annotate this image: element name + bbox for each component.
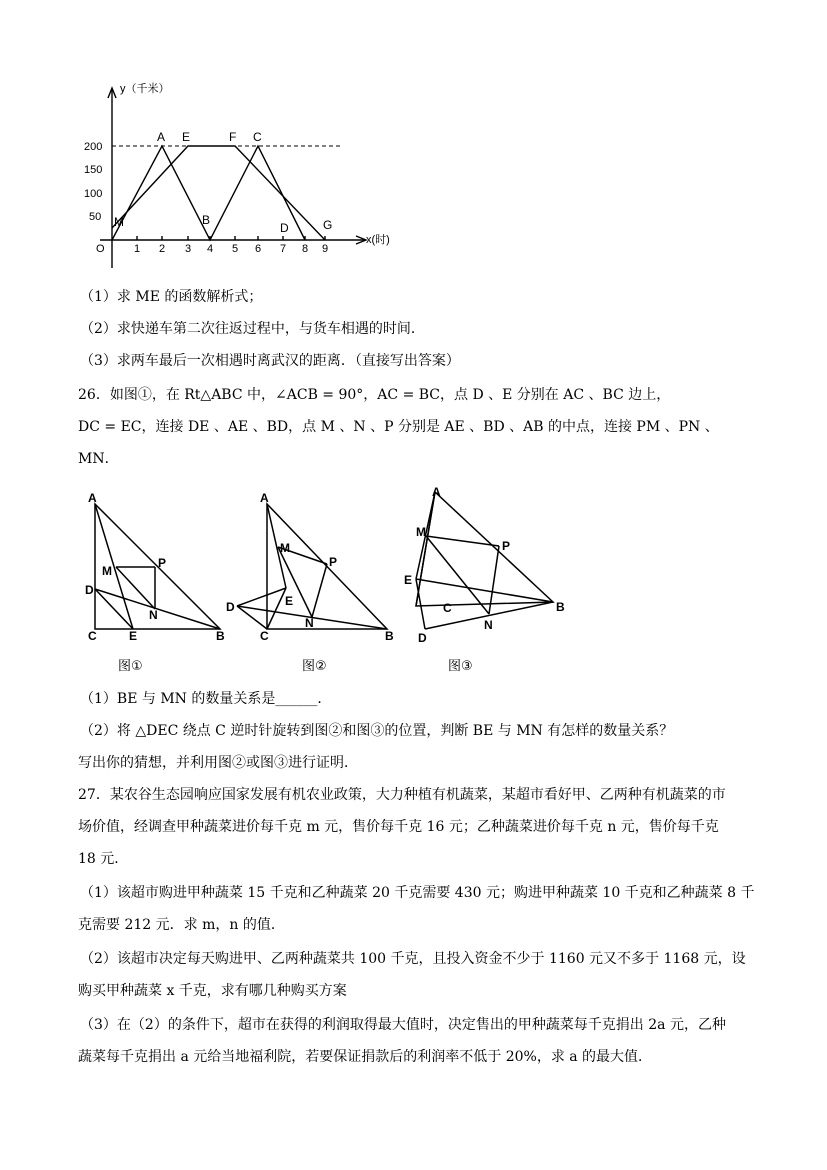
x-tick-label: 1 bbox=[134, 243, 141, 255]
fig3-label-d: D bbox=[418, 631, 427, 645]
fig3-label-c: C bbox=[443, 601, 452, 615]
q26-part1: （1）BE 与 MN 的数量关系是______． bbox=[80, 691, 332, 707]
fig2-label-m: M bbox=[280, 541, 290, 555]
figure-2 bbox=[237, 504, 387, 629]
fig2-label-a: A bbox=[260, 491, 269, 505]
figure-3 bbox=[416, 492, 553, 629]
q27-stem-line2: 场价值，经调查甲种蔬菜进价每千克 m 元，售价每千克 16 元；乙种蔬菜进价每千克 n 元，售价每千克 bbox=[78, 819, 719, 835]
fig2-label-n: N bbox=[305, 616, 314, 630]
fig1-label-m: M bbox=[102, 564, 112, 578]
fig3-label-n: N bbox=[484, 618, 493, 632]
point-label-e: E bbox=[182, 130, 191, 144]
fig3-label-b: B bbox=[556, 600, 565, 614]
fig1-label-c: C bbox=[88, 629, 97, 643]
point-label-d: D bbox=[280, 221, 289, 235]
q27-part1-line1: （1）该超市购进甲种蔬菜 15 千克和乙种蔬菜 20 千克需要 430 元；购进甲种蔬菜 10 千克和乙种蔬菜 8 千 bbox=[80, 885, 755, 901]
fig2-label-d: D bbox=[226, 600, 235, 614]
x-tick-label: 8 bbox=[302, 243, 309, 255]
x-tick-label: 4 bbox=[207, 243, 214, 255]
point-label-g: G bbox=[323, 218, 333, 232]
distance-time-graph bbox=[0, 0, 827, 280]
q26-part2: （2）将 △DEC 绕点 C 逆时针旋转到图②和图③的位置，判断 BE 与 MN 有怎样的数量关系？ bbox=[80, 723, 674, 739]
fig1-caption: 图① bbox=[118, 659, 143, 674]
y-tick-label: 50 bbox=[89, 211, 102, 223]
point-label-f: F bbox=[229, 130, 237, 144]
truck-path bbox=[112, 146, 325, 240]
y-tick-label: 200 bbox=[84, 141, 103, 153]
point-label-c: C bbox=[253, 130, 262, 144]
fig2-label-p: P bbox=[329, 555, 338, 569]
q26-stem-line2: DC = EC，连接 DE 、AE 、BD，点 M 、N 、P 分别是 AE 、BD 、AB 的中点，连接 PM 、PN 、 bbox=[78, 419, 719, 435]
fig2-label-e: E bbox=[285, 594, 294, 608]
q27-stem-line1: 27．某农谷生态园响应国家发展有机农业政策，大力种植有机蔬菜，某超市看好甲、乙两种有机蔬菜的市 bbox=[78, 787, 726, 803]
fig2-label-b: B bbox=[385, 629, 394, 643]
fig1-label-b: B bbox=[216, 629, 225, 643]
q25-part2: （2）求快递车第二次往返过程中，与货车相遇的时间． bbox=[80, 321, 425, 337]
q27-part1-line2: 克需要 212 元．求 m，n 的值． bbox=[78, 917, 285, 933]
q26-part2-continued: 写出你的猜想，并利用图②或图③进行证明． bbox=[78, 755, 358, 771]
x-tick-label: 9 bbox=[322, 243, 329, 255]
x-tick-label: 5 bbox=[232, 243, 239, 255]
fig2-caption: 图② bbox=[302, 659, 327, 674]
q27-stem-line3: 18 元． bbox=[78, 851, 129, 867]
q26-figures bbox=[0, 484, 827, 664]
x-tick-label: 3 bbox=[185, 243, 192, 255]
q26-stem-line1: 26．如图①，在 Rt△ABC 中，∠ACB = 90°，AC = BC，点 D 、E 分别在 AC 、BC 边上， bbox=[78, 387, 671, 403]
y-tick-label: 100 bbox=[84, 188, 103, 200]
fig3-label-e: E bbox=[404, 573, 413, 587]
fig3-caption: 图③ bbox=[448, 659, 473, 674]
q26-stem-line3: MN． bbox=[78, 451, 119, 467]
y-tick-label: 150 bbox=[84, 164, 103, 176]
fig1-label-p: P bbox=[158, 556, 167, 570]
fig1-label-a: A bbox=[88, 491, 97, 505]
q27-part2-line1: （2）该超市决定每天购进甲、乙两种蔬菜共 100 千克，且投入资金不少于 1160 元又不多于 1168 元，设 bbox=[80, 951, 746, 967]
x-tick-label: 6 bbox=[255, 243, 262, 255]
origin-label: O bbox=[96, 243, 105, 255]
q27-part2-line2: 购买甲种蔬菜 x 千克，求有哪几种购买方案 bbox=[78, 983, 347, 999]
fig3-label-m: M bbox=[416, 525, 426, 539]
point-label-a: A bbox=[157, 130, 166, 144]
q27-part3-line2: 蔬菜每千克捐出 a 元给当地福利院，若要保证捐款后的利润率不低于 20%，求 a 的最大值． bbox=[78, 1049, 653, 1065]
fig1-label-d: D bbox=[85, 583, 94, 597]
x-tick-label: 7 bbox=[280, 243, 287, 255]
fig3-label-a: A bbox=[432, 485, 441, 499]
fig1-label-n: N bbox=[149, 608, 158, 622]
point-label-m: M bbox=[114, 215, 124, 229]
fig1-label-e: E bbox=[129, 629, 138, 643]
point-label-b: B bbox=[202, 213, 211, 227]
fig2-label-c: C bbox=[260, 629, 269, 643]
y-axis-label: y（千米） bbox=[120, 83, 170, 95]
q27-part3-line1: （3）在（2）的条件下，超市在获得的利润取得最大值时，决定售出的甲种蔬菜每千克捐出 2a 元，乙种 bbox=[80, 1017, 726, 1033]
x-axis-label: x(时) bbox=[366, 234, 390, 246]
x-tick-label: 2 bbox=[159, 243, 166, 255]
q25-part3: （3）求两车最后一次相遇时离武汉的距离．（直接写出答案） bbox=[80, 353, 460, 369]
fig3-label-p: P bbox=[502, 539, 511, 553]
q25-part1: （1）求 ME 的函数解析式； bbox=[80, 289, 263, 305]
